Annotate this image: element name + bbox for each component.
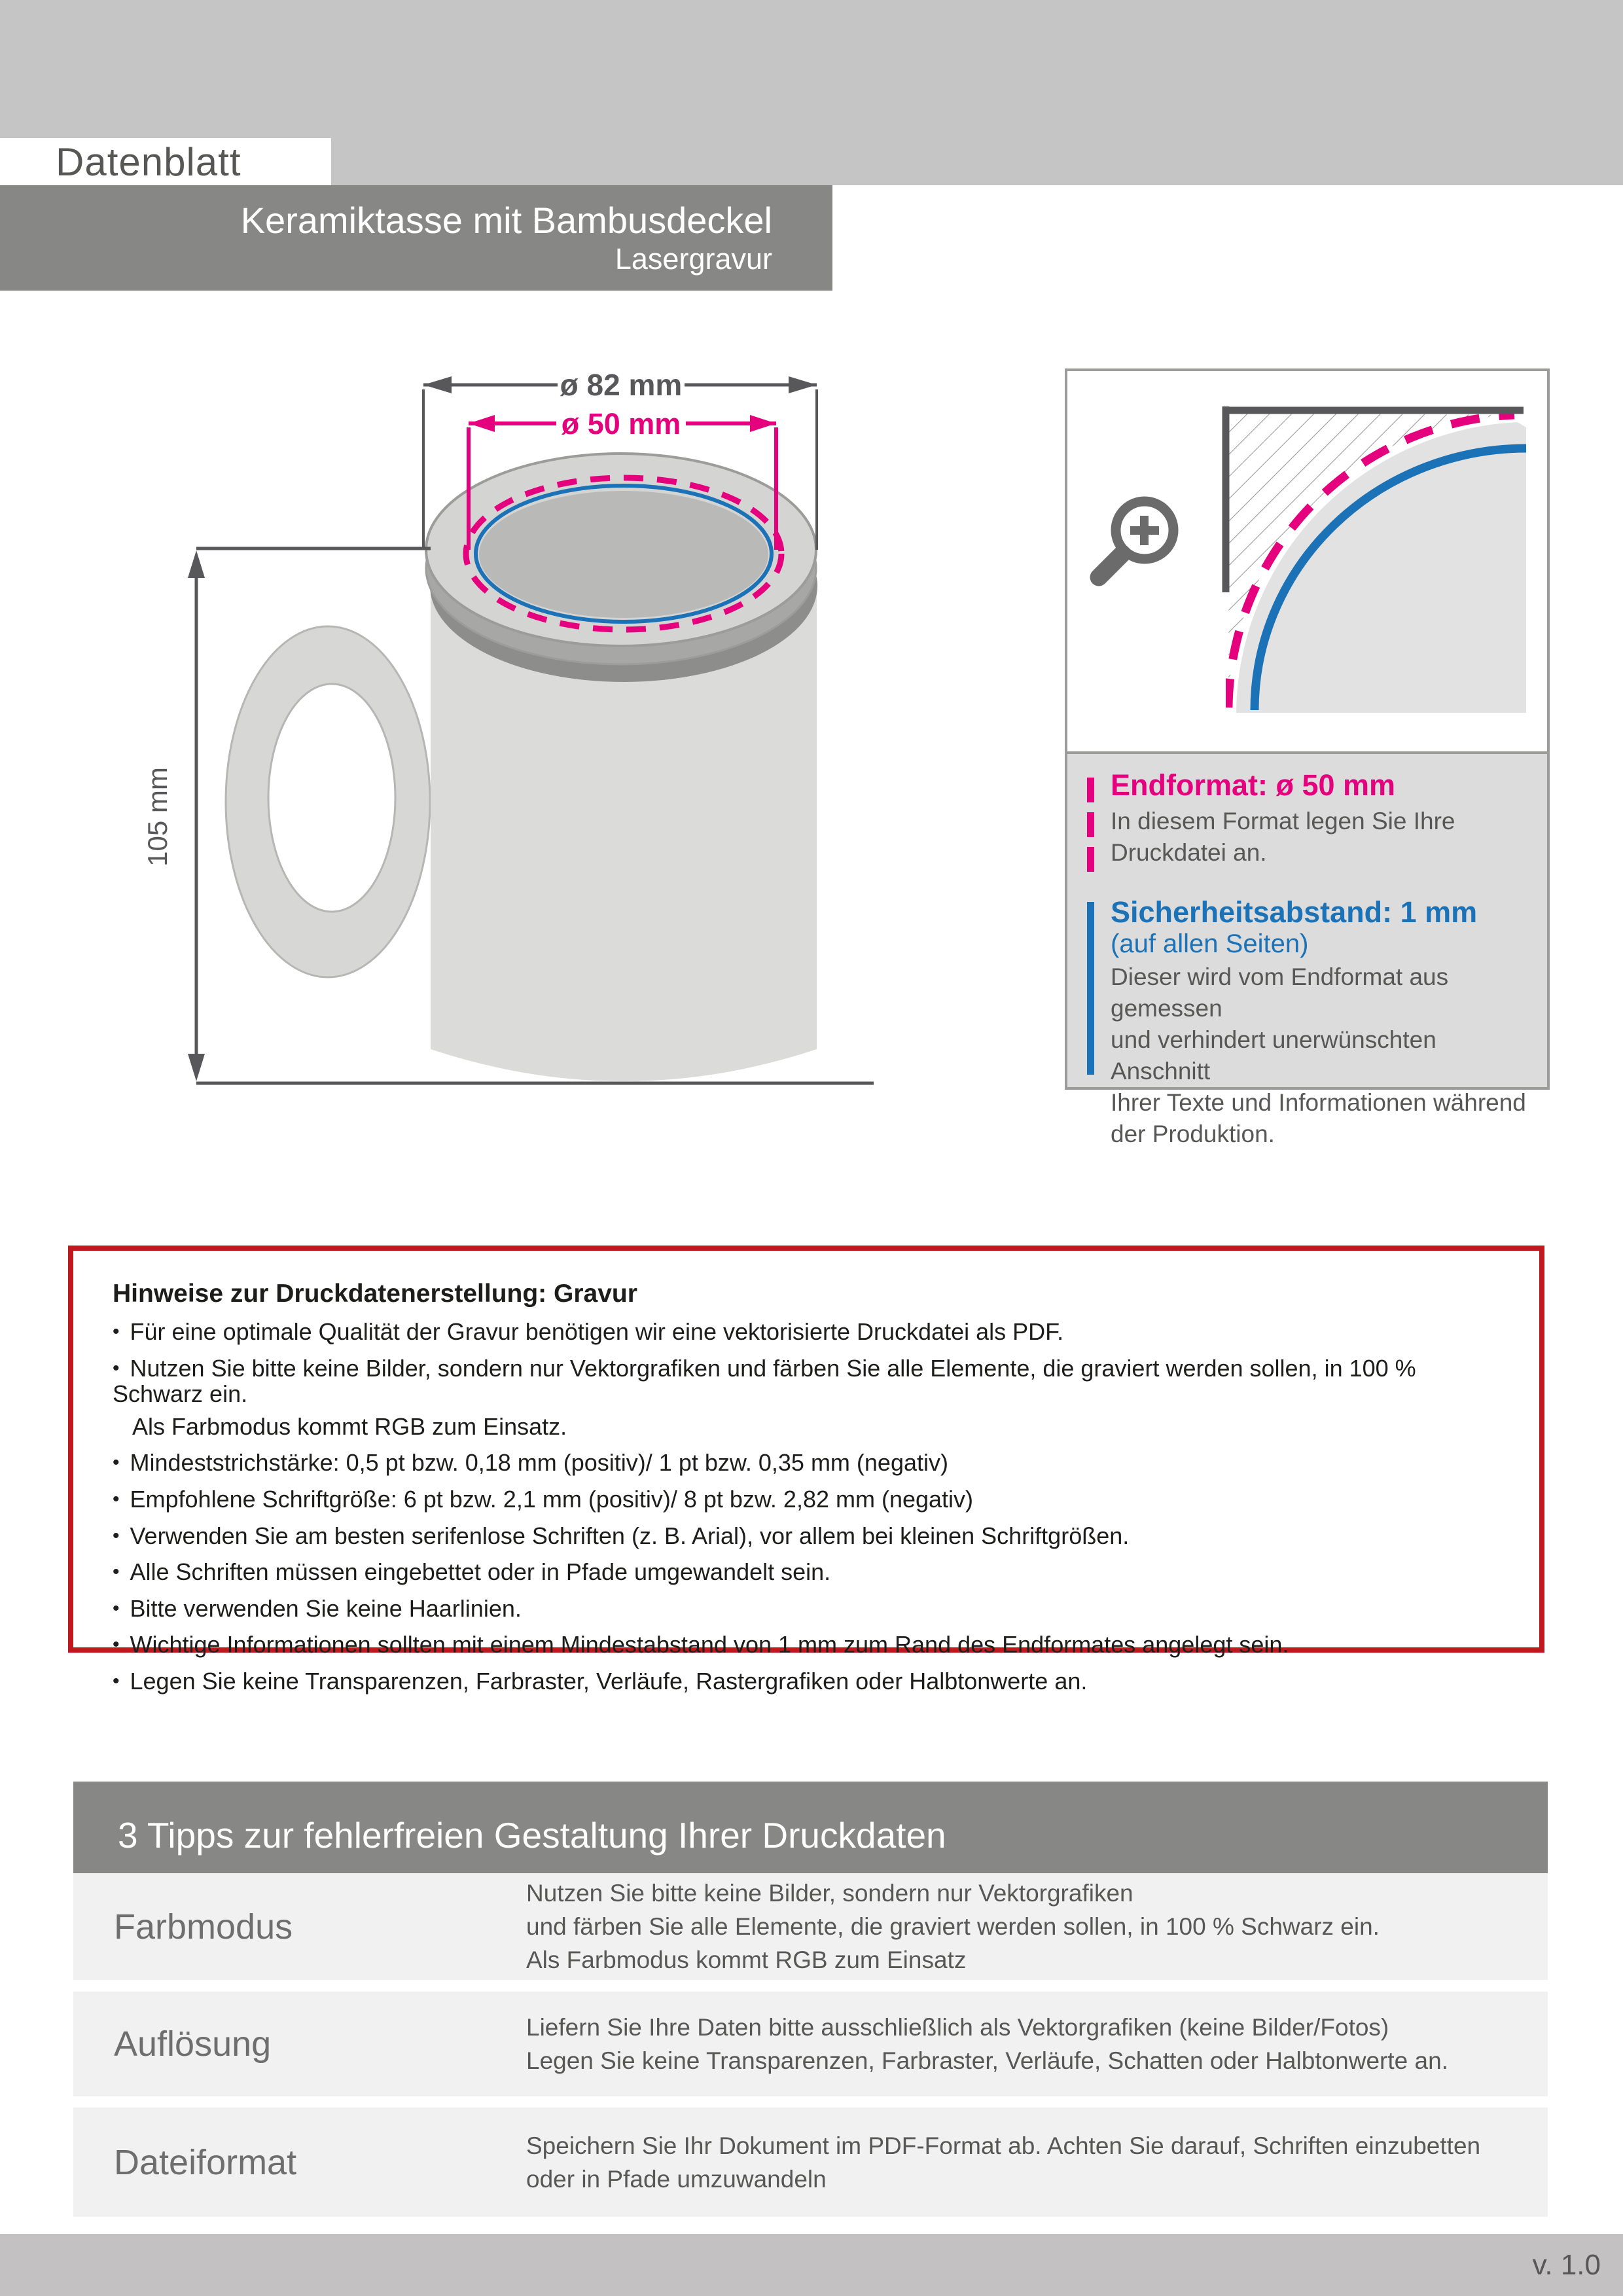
footer-bar [0,2234,1623,2296]
safety-line: Dieser wird vom Endformat aus gemessen [1111,963,1449,1022]
print-notes-box [68,1246,1544,1695]
tip-row-dateiformat [73,2108,1548,2217]
note-item: • Alle Schriften müssen eingebettet oder in Pfade umgewandelt sein. [113,1559,1503,1585]
tip-line: Legen Sie keine Transparenzen, Farbraster, Verläufe, Schatten oder Halbtonwerte an. [526,2047,1448,2074]
tip-line: Liefern Sie Ihre Daten bitte ausschließlich als Vektorgrafiken (keine Bilder/Fotos) [526,2014,1389,2041]
note-item: • Bitte verwenden Sie keine Haarlinien. [113,1596,1503,1622]
tip-label: Auflösung [114,2024,272,2064]
tip-label: Farbmodus [114,1907,293,1946]
endformat-line: Druckdatei an. [1111,839,1267,867]
tip-line: Als Farbmodus kommt RGB zum Einsatz [526,1946,967,1973]
note-item-continuation: Als Farbmodus kommt RGB zum Einsatz. [132,1412,567,1440]
note-item: • Legen Sie keine Transparenzen, Farbraster, Verläufe, Rastergrafiken oder Halbtonwerte an. [113,1668,1503,1695]
tip-line: oder in Pfade umzuwandeln [526,2165,827,2193]
safety-line: und verhindert unerwünschten Anschnitt [1111,1026,1436,1085]
tip-line: Nutzen Sie bitte keine Bilder, sondern nur Vektorgrafiken [526,1880,1133,1907]
endformat-title: Endformat: ø 50 mm [1111,768,1396,802]
version-label: v. 1.0 [1532,2248,1601,2281]
notes-title: Hinweise zur Druckdatenerstellung: Gravur [113,1280,637,1308]
doc-title: Datenblatt [56,139,241,184]
mug-handle-hole [268,684,395,912]
dim-print-label: ø 50 mm [561,407,681,440]
format-info-panel [1067,751,1547,1147]
detail-curves [1228,413,1526,713]
tip-line: und färben Sie alle Elemente, die graviert werden sollen, in 100 % Schwarz ein. [526,1913,1380,1940]
tips-banner [73,1782,1548,1888]
endformat-line: In diesem Format legen Sie Ihre [1111,808,1455,835]
zoom-detail-box [1065,368,1550,1147]
product-subtitle: Lasergravur [615,242,772,276]
endformat-dash-indicator [1087,778,1094,872]
safety-line: Ihrer Texte und Informationen während [1111,1088,1526,1116]
panel-gap [1111,869,1529,896]
safety-title: Sicherheitsabstand: 1 mm [1111,895,1478,929]
tip-row-farbmodus [73,1873,1548,1980]
note-item: • Verwenden Sie am besten serifenlose Schriften (z. B. Arial), vor allem bei kleinen Schriftgrößen. [113,1523,1503,1549]
dim-height-label: 105 mm [142,767,173,867]
note-item: • Wichtige Informationen sollten mit einem Mindestabstand von 1 mm zum Rand des Endformates angelegt sein. [113,1632,1503,1658]
note-item: • Mindeststrichstärke: 0,5 pt bzw. 0,18 mm (positiv)/ 1 pt bzw. 0,35 mm (negativ) [113,1450,1503,1476]
zoom-detail-drawing-area [1067,371,1547,751]
zoom-in-icon [1099,501,1173,577]
note-item: • Empfohlene Schriftgröße: 6 pt bzw. 2,1 mm (positiv)/ 8 pt bzw. 2,82 mm (negativ) [113,1486,1503,1513]
tips-banner-title: 3 Tipps zur fehlerfreien Gestaltung Ihrer Druckdaten [118,1814,946,1856]
tip-line: Speichern Sie Ihr Dokument im PDF-Format ab. Achten Sie darauf, Schriften einzubetten [526,2132,1481,2159]
product-title-bar [0,185,832,291]
note-item: • Nutzen Sie bitte keine Bilder, sondern nur Vektorgrafiken und färben Sie alle Elemente, die graviert werden sollen, in 100 % Schwarz ein. [113,1355,1503,1407]
tip-description [526,1992,1448,2096]
tip-label: Dateiformat [114,2142,297,2182]
format-info-text [1111,770,1529,1150]
zoom-detail-drawing [1067,371,1547,751]
lid-recess [479,491,768,618]
tip-description [526,2108,1480,2217]
safety-line: der Produktion. [1111,1120,1275,1147]
tip-row-aufloesung [73,1992,1548,2096]
product-title: Keramiktasse mit Bambusdeckel [240,200,772,242]
note-item: • Für eine optimale Qualität der Gravur benötigen wir eine vektorisierte Druckdatei als PDF. [113,1319,1503,1345]
mug-technical-drawing [0,327,982,1145]
tip-description [526,1873,1380,1980]
safety-bar-indicator [1087,902,1094,1075]
doc-title-box [0,138,331,185]
safety-subtitle: (auf allen Seiten) [1111,929,1309,958]
dim-outer-label: ø 82 mm [560,368,683,402]
